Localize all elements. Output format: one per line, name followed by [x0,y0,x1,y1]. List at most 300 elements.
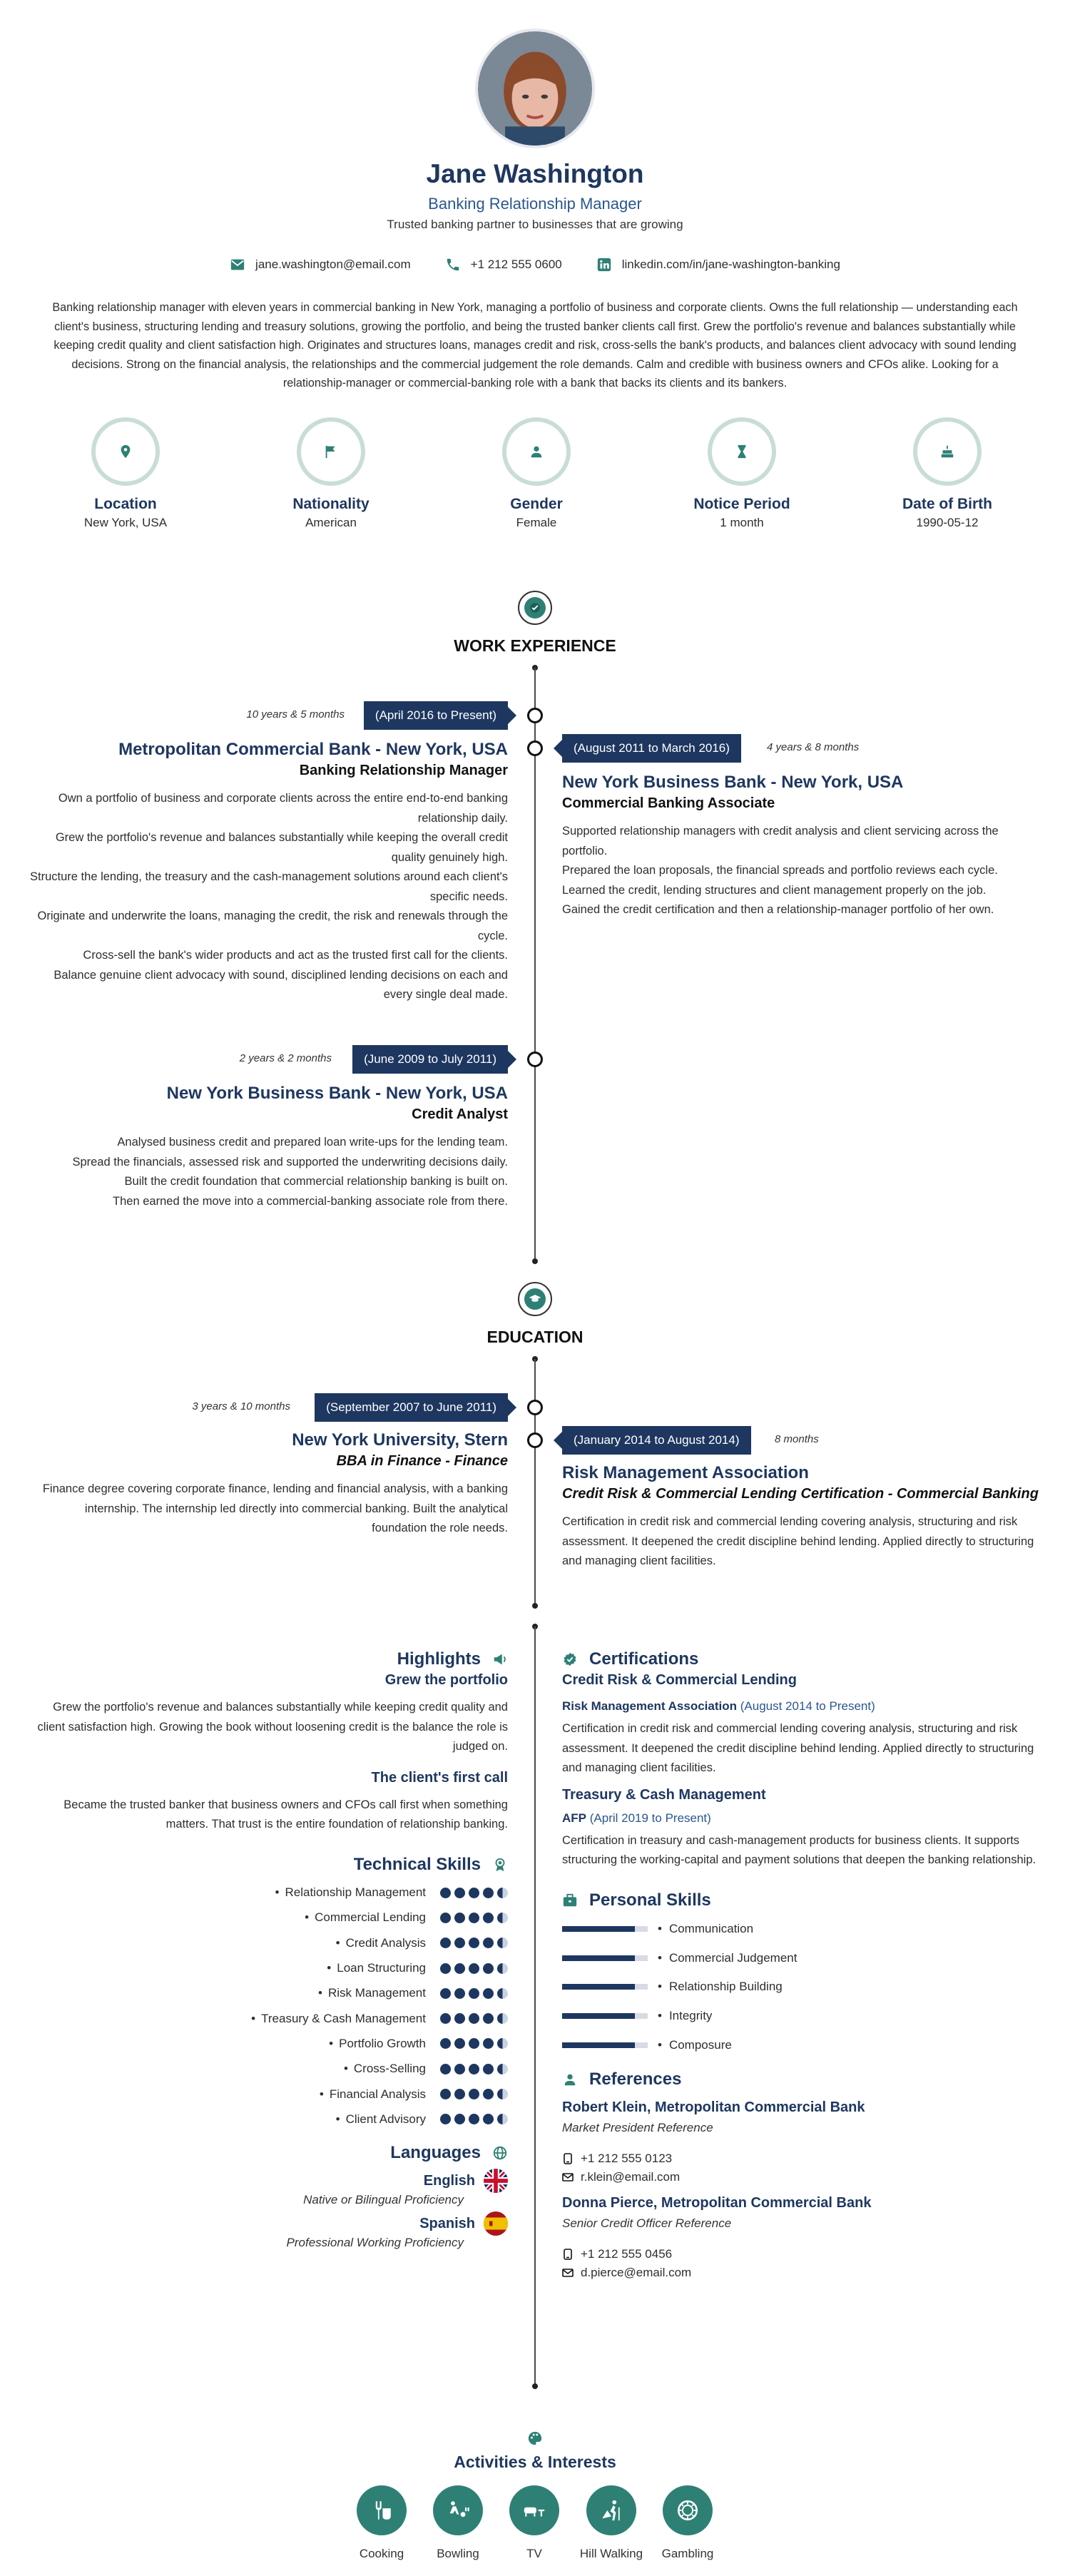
entry-dates-badge: (August 2011 to March 2016) [562,734,741,763]
profile-summary: Banking relationship manager with eleven years in commercial banking in New York, managing a portfolio of business and corporate clients. Owns the full relationship — understanding each client's business, structuring lending and treasury solutions, growing the portfolio, and being the trusted banker clients call first. Grew the portfolio's revenue and balances substantially while keeping credit quality and client satisfaction high. Originates and structures loans, manages credit and risk, cross-sells the bank's products, and balances client advocacy with sound lending decisions. Strong on the financial analysis, the relationships and the commercial judgement the role demands. Calm and credible with business owners and CFOs alike. Looking for a relationship-manager or commercial-banking role with a bank that backs its clients and its bankers. [52,301,1018,390]
bullet: • [251,2011,256,2025]
entry-duration: 10 years & 5 months [246,708,345,721]
bullet: • [329,2036,334,2050]
reference-phone[interactable] [562,2149,1041,2168]
rating-dot [483,1938,494,1948]
reference-email[interactable] [562,2168,1041,2186]
mobile-phone-icon [562,2153,574,2164]
mobile-phone-icon [562,2249,574,2260]
rating-dot [440,2038,451,2049]
rating-dot [454,2013,465,2024]
certification-issuer: AFP [562,1811,586,1825]
entry-org: Risk Management Association [562,1463,809,1482]
info-gender-ring [502,417,571,486]
hourglass-icon [734,444,750,459]
skill-rating-dots [440,1888,508,1898]
tech-skill-row [29,1981,508,2006]
highlight-title: Grew the portfolio [384,1672,508,1688]
education-entry-2 [562,1462,1041,1572]
info-notice-period [663,417,820,530]
interest-circle [509,2485,559,2535]
bullet: • [658,1921,662,1935]
reference-phone-text: +1 212 555 0123 [581,2152,673,2166]
rating-dot [497,2038,508,2049]
rating-dot [497,2064,508,2074]
person-icon [562,2072,578,2087]
rating-dot [440,1938,451,1948]
skill-level-fill [562,1955,635,1961]
skill-rating-dots [440,1963,508,1974]
tv-couch-icon [522,2498,546,2522]
reference-phone-text: +1 212 555 0456 [581,2247,673,2261]
profile-photo-image [478,31,592,146]
certificate-badge-icon [562,1651,578,1667]
tech-skills-title: Technical Skills [353,1854,481,1874]
interest-item [576,2485,647,2562]
rating-dot [440,1988,451,1999]
info-label: Nationality [292,496,370,512]
language-name: English [423,2172,475,2189]
skill-rating-dots [440,2114,508,2124]
info-label: Date of Birth [902,496,992,512]
certification-date: (August 2014 to Present) [740,1699,875,1713]
reference-email-text: r.klein@email.com [581,2170,681,2184]
language-spanish [29,2211,508,2250]
rating-dot [440,1888,451,1898]
skill-rating-dots [440,1988,508,1999]
desc-line: Spread the financials, assessed risk and supported the underwriting decisions daily. [72,1155,508,1169]
personal-skill-list [562,1915,1041,2060]
entry-duration: 4 years & 8 months [767,741,860,753]
entry-description [562,822,1041,920]
job-title: Banking Relationship Manager [428,195,642,213]
tagline: Trusted banking partner to businesses that are growing [387,218,683,231]
desc-line: Grew the portfolio's revenue and balances substantially while keeping the overall credit quality genuinely high. [55,831,508,864]
entry-org: Metropolitan Commercial Bank - New York, USA [118,740,508,759]
work-timeline-line [534,668,536,1261]
certifications-header [562,1649,1041,1669]
entry-org: New York University, Stern [292,1430,508,1450]
bullet: • [658,1980,662,1994]
desc-line: Structure the lending, the treasury and the cash-management solutions around each client's specific needs. [30,870,508,903]
rating-dot [497,2114,508,2124]
education-section-icon [518,1282,552,1316]
desc-line: Gained the credit certification and then a relationship-manager portfolio of her own. [562,903,994,916]
language-level: Professional Working Proficiency [286,2236,464,2250]
certification-issuer-line [562,1696,1041,1716]
skill-level-bar [562,1955,648,1961]
work-entry-1 [29,739,508,1005]
bullet: • [335,2112,340,2126]
map-pin-icon [118,444,133,459]
bullet: • [335,1935,340,1950]
reference-email[interactable] [562,2264,1041,2282]
entry-role: Banking Relationship Manager [299,763,508,778]
personal-skill-label: Composure [668,2038,732,2052]
tech-skill-label: Client Advisory [345,2112,426,2126]
entry-description [29,1133,508,1211]
work-section-icon [518,591,552,625]
certification-issuer: Risk Management Association [562,1699,737,1713]
interest-label: Bowling [437,2547,479,2560]
tech-skill-row [29,1930,508,1955]
rating-dot [497,1888,508,1898]
tech-skill-row [29,1955,508,1980]
rating-dot [454,2038,465,2049]
rating-dot [469,2064,479,2074]
interest-circle [663,2485,713,2535]
rating-dot [469,2114,479,2124]
interest-item [346,2485,417,2562]
desc-line: Cross-sell the bank's wider products and act as the trusted first call for the clients. [83,949,508,962]
desc-line: Then earned the move into a commercial-banking associate role from there. [113,1194,508,1208]
interest-label: Cooking [359,2547,404,2560]
info-nationality-ring [297,417,365,486]
rating-dot [440,1963,451,1974]
info-location-ring [91,417,160,486]
left-column [29,1649,508,2254]
rating-dot [454,1913,465,1923]
bowling-icon [446,2498,470,2522]
email-text: jane.washington@email.com [255,258,411,271]
bullet: • [658,1950,662,1965]
personal-skill-row [562,2002,1041,2031]
person-icon [529,444,544,459]
highlight-text: Became the trusted banker that business owners and CFOs call first when something matters. That trust is the entire foundation of relationship banking. [63,1798,508,1831]
toolbox-icon [562,1893,578,1908]
education-entry-1 [29,1430,508,1539]
bullet: • [658,2038,662,2052]
work-section-title: WORK EXPERIENCE [454,636,616,655]
info-value: New York, USA [83,516,168,529]
linkedin-text: linkedin.com/in/jane-washington-banking [621,258,840,271]
desc-line: Learned the credit, lending structures and client management properly on the job. [562,883,987,897]
tech-skill-row [29,1880,508,1905]
interest-circle [357,2485,407,2535]
interest-label: Hill Walking [579,2547,643,2560]
entry-org: New York Business Bank - New York, USA [562,773,904,792]
highlight-title: The client's first call [371,1769,508,1786]
casino-chip-icon [676,2498,700,2522]
skill-rating-dots [440,1938,508,1948]
rating-dot [469,1988,479,1999]
certification-text: Certification in credit risk and commercial lending covering analysis, structuring and risk assessment. It deepened the credit discipline behind lending. Applied directly to structuring and managing client facilities. [562,1722,1034,1774]
language-name: Spanish [419,2215,475,2231]
education-timeline-line [534,1359,536,1606]
flag-icon [323,444,339,459]
rating-dot [483,1888,494,1898]
interest-item [422,2485,494,2562]
reference-role: Senior Credit Officer Reference [562,2216,732,2231]
rating-dot [440,2114,451,2124]
rating-dot [483,2013,494,2024]
contact-phone[interactable] [445,257,562,273]
rating-dot [469,1913,479,1923]
reference-role: Market President Reference [562,2121,713,2135]
envelope-icon [562,2172,574,2183]
rating-dot [483,2114,494,2124]
rating-dot [440,2013,451,2024]
bullet: • [305,1910,310,1925]
timeline-dot [532,2383,538,2389]
rating-dot [454,2089,465,2099]
certification-title: Credit Risk & Commercial Lending [562,1672,797,1688]
contact-linkedin[interactable] [596,257,840,273]
info-value: 1990-05-12 [916,516,979,529]
highlights-title: Highlights [397,1649,481,1669]
right-column [562,1649,1041,2282]
interest-item [499,2485,570,2562]
rating-dot [497,1913,508,1923]
education-section-title: EDUCATION [486,1328,584,1346]
info-notice-ring [708,417,776,486]
interest-circle [586,2485,636,2535]
work-entry-3 [29,1083,508,1211]
certification-text: Certification in treasury and cash-management products for business clients. It supports structuring the working-capital and payment solutions that deepen the banking relationship. [562,1833,1036,1866]
entry-org: New York Business Bank - New York, USA [166,1084,508,1103]
certification-date: (April 2019 to Present) [589,1811,711,1825]
certifications-title: Certifications [589,1649,699,1669]
tech-skill-row [29,2082,508,2107]
info-date-of-birth [869,417,1026,530]
verified-badge-icon [529,601,541,614]
entry-dates-badge: (January 2014 to August 2014) [562,1426,751,1455]
candidate-name: Jane Washington [426,159,644,188]
skill-rating-dots [440,2089,508,2099]
rating-dot [440,2064,451,2074]
info-label: Location [94,496,157,512]
rating-dot [469,2013,479,2024]
rating-dot [469,1963,479,1974]
info-label: Gender [510,496,563,512]
rating-dot [454,2064,465,2074]
entry-duration: 3 years & 10 months [192,1400,290,1412]
bullet: • [275,1885,280,1900]
desc-line: Prepared the loan proposals, the financial spreads and portfolio reviews each cycle. [562,864,998,877]
tech-skill-row [29,2006,508,2031]
timeline-dot [532,1258,538,1264]
skill-rating-dots [440,2064,508,2074]
bullet: • [658,2009,662,2023]
tech-skill-row [29,2057,508,2082]
skill-level-fill [562,1984,635,1990]
entry-description: Finance degree covering corporate finance, lending and financial analysis, with a banking internship. The internship led directly into commercial banking. Built the analytical foundation the role needs. [42,1482,508,1534]
personal-skill-row [562,1972,1041,2002]
highlights-header [29,1649,508,1669]
interest-item [652,2485,723,2562]
timeline-node [527,1052,543,1067]
language-level: Native or Bilingual Proficiency [303,2193,464,2207]
rating-dot [440,1913,451,1923]
cake-icon [939,444,955,459]
reference-name: Robert Klein, Metropolitan Commercial Bank [562,2099,865,2116]
entry-degree: Credit Risk & Commercial Lending Certification - Commercial Banking [562,1486,1039,1502]
skill-rating-dots [440,2013,508,2024]
reference-1 [562,2097,1041,2186]
certification-title: Treasury & Cash Management [562,1786,766,1803]
rating-dot [497,2013,508,2024]
personal-skills-header [562,1890,1041,1910]
contact-row [0,257,1070,273]
personal-skill-label: Relationship Building [668,1980,783,1994]
personal-skill-row [562,2031,1041,2060]
globe-icon [492,2145,508,2161]
desc-line: Own a portfolio of business and corporate clients across the entire end-to-end banking relationship daily. [58,792,508,825]
tech-skill-label: Commercial Lending [315,1910,426,1925]
entry-description: Certification in credit risk and commercial lending covering analysis, structuring and risk assessment. It deepened the credit discipline behind lending. Applied directly to structuring and managing client facilities. [562,1515,1034,1567]
desc-line: Originate and underwrite the loans, managing the credit, the risk and renewals through the cycle. [37,910,508,942]
personal-skill-label: Commercial Judgement [668,1950,798,1965]
profile-photo [475,29,595,148]
rating-dot [440,2089,451,2099]
tech-skills-header [29,1855,508,1875]
certification-issuer-line [562,1808,1041,1828]
rating-dot [454,1888,465,1898]
personal-skill-row [562,1943,1041,1972]
timeline-node [527,1400,543,1415]
skill-level-fill [562,1926,635,1932]
info-label: Notice Period [693,496,790,512]
skill-level-bar [562,2042,648,2048]
skill-level-bar [562,2013,648,2019]
tech-skill-label: Financial Analysis [329,2087,426,2101]
reference-phone[interactable] [562,2245,1041,2264]
timeline-node [527,740,543,756]
tech-skill-label: Portfolio Growth [339,2036,426,2050]
entry-role: Commercial Banking Associate [562,795,775,811]
highlight-text: Grew the portfolio's revenue and balances substantially while keeping credit quality and client satisfaction high. Growing the book without loosening credit is the balance the role is judged on. [37,1701,508,1753]
hiking-icon [599,2498,623,2522]
bullet: • [327,1961,332,1975]
rating-dot [469,2089,479,2099]
reference-email-text: d.pierce@email.com [581,2266,692,2280]
rating-dot [469,1938,479,1948]
timeline-dot [532,1603,538,1609]
personal-skills-title: Personal Skills [589,1890,711,1910]
tech-skill-row [29,2107,508,2132]
personal-skill-label: Communication [668,1921,754,1935]
skill-level-fill [562,2042,635,2048]
tech-skill-label: Credit Analysis [345,1935,426,1950]
rating-dot [483,2038,494,2049]
desc-line: Balance genuine client advocacy with sound, disciplined lending decisions on each and every single deal made. [54,968,508,1001]
interest-label: Gambling [661,2547,714,2560]
skill-rating-dots [440,2038,508,2049]
tech-skill-label: Loan Structuring [337,1961,426,1975]
rating-dot [497,1938,508,1948]
rating-dot [483,1963,494,1974]
skill-level-fill [562,2013,635,2019]
entry-duration: 8 months [775,1433,819,1445]
linkedin-icon [596,257,612,273]
skill-rating-dots [440,1913,508,1923]
interest-label: TV [526,2547,542,2560]
personal-skill-label: Integrity [668,2009,713,2023]
timeline-node [527,1432,543,1448]
interests-title: Activities & Interests [454,2453,616,2471]
languages-header [29,2143,508,2163]
interest-circle [433,2485,483,2535]
rating-dot [497,1963,508,1974]
reference-name: Donna Pierce, Metropolitan Commercial Bank [562,2195,872,2211]
bullet: • [318,1986,322,2000]
entry-degree: BBA in Finance - Finance [336,1453,508,1469]
tech-skill-label: Risk Management [327,1986,426,2000]
entry-duration: 2 years & 2 months [239,1052,332,1064]
bullet: • [319,2087,324,2101]
info-gender [458,417,615,530]
tech-skill-row [29,1905,508,1930]
desc-line: Built the credit foundation that commercial relationship banking is built on. [124,1175,508,1188]
references-title: References [589,2070,682,2089]
entry-dates-badge: (June 2009 to July 2011) [352,1045,508,1074]
reference-2 [562,2192,1041,2282]
megaphone-icon [492,1651,508,1667]
lower-divider-line [534,1626,536,2386]
work-entry-2 [562,772,1041,920]
info-dob-ring [913,417,982,486]
phone-icon [445,257,461,273]
entry-dates-badge: (April 2016 to Present) [364,701,508,730]
rating-dot [469,2038,479,2049]
tech-skill-label: Relationship Management [285,1885,426,1900]
timeline-node [527,708,543,723]
info-value: Female [516,516,557,529]
languages-title: Languages [390,2143,481,2163]
info-value: 1 month [720,516,764,529]
spain-flag-icon [484,2211,508,2236]
rating-dot [483,1913,494,1923]
info-nationality [253,417,409,530]
tech-skill-label: Treasury & Cash Management [261,2011,426,2025]
info-location [47,417,204,530]
envelope-icon [562,2267,574,2279]
award-ribbon-icon [492,1857,508,1873]
tech-skill-label: Cross-Selling [353,2062,426,2076]
references-header [562,2070,1041,2089]
phone-text: +1 212 555 0600 [470,258,562,271]
entry-role: Credit Analyst [412,1106,508,1122]
bullet: • [343,2062,348,2076]
uk-flag-icon [484,2169,508,2193]
tech-skill-row [29,2031,508,2056]
email-icon [230,257,245,273]
contact-email[interactable] [230,257,411,273]
rating-dot [454,2114,465,2124]
palette-icon [527,2430,543,2450]
entry-dates-badge: (September 2007 to June 2011) [315,1393,508,1422]
skill-level-bar [562,1926,648,1932]
graduation-cap-icon [529,1293,541,1305]
cooking-icon [370,2498,394,2522]
rating-dot [454,1938,465,1948]
rating-dot [497,2089,508,2099]
tech-skill-list [29,1880,508,2132]
entry-description [29,789,508,1005]
rating-dot [454,1988,465,1999]
skill-level-bar [562,1984,648,1990]
rating-dot [454,1963,465,1974]
language-english [29,2169,508,2207]
rating-dot [483,2089,494,2099]
desc-line: Analysed business credit and prepared loan write-ups for the lending team. [117,1136,508,1149]
desc-line: Supported relationship managers with credit analysis and client servicing across the portfolio. [562,825,999,857]
rating-dot [469,1888,479,1898]
rating-dot [483,1988,494,1999]
personal-skill-row [562,1915,1041,1944]
rating-dot [497,1988,508,1999]
rating-dot [483,2064,494,2074]
